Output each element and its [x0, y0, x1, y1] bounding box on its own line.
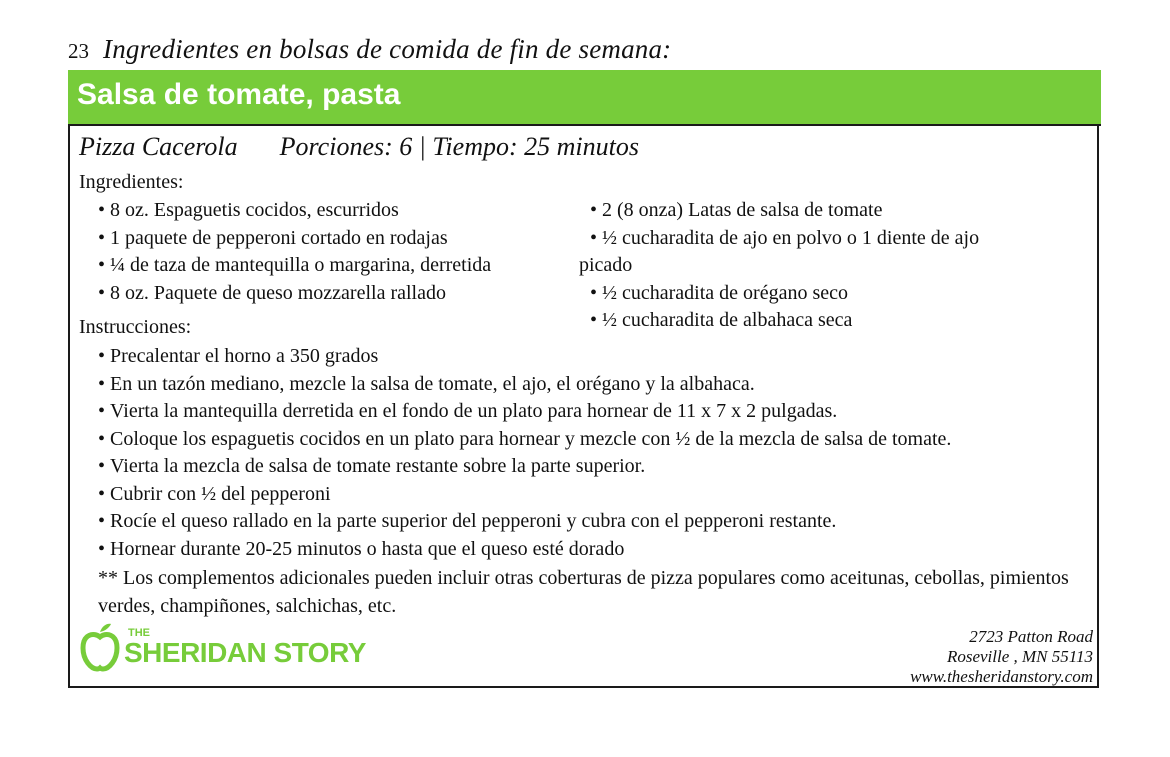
list-item: • Coloque los espaguetis cocidos en un plato para hornear y mezcle con ½ de la mezcla de salsa de tomate.: [98, 426, 951, 454]
page-heading: Ingredientes en bolsas de comida de fin de semana:: [103, 34, 672, 64]
list-item: • 2 (8 onza) Latas de salsa de tomate: [590, 197, 979, 225]
list-item: • 8 oz. Paquete de queso mozzarella rallado: [98, 280, 491, 308]
apple-icon: [80, 622, 120, 672]
list-item-continuation: picado: [579, 254, 633, 276]
list-item: • En un tazón mediano, mezcle la salsa de tomate, el ajo, el orégano y la albahaca.: [98, 371, 951, 399]
list-item: • 8 oz. Espaguetis cocidos, escurridos: [98, 197, 491, 225]
recipe-meta: Porciones: 6 | Tiempo: 25 minutos: [279, 132, 639, 161]
recipe-name: Pizza Cacerola: [79, 132, 238, 161]
ingredients-left-list: [98, 197, 491, 307]
list-item: • ½ cucharadita de albahaca seca: [590, 307, 979, 335]
list-item: • Rocíe el queso rallado en la parte superior del pepperoni y cubra con el pepperoni restante.: [98, 508, 951, 536]
website-link[interactable]: www.thesheridanstory.com: [910, 667, 1093, 686]
list-item: • Vierta la mezcla de salsa de tomate restante sobre la parte superior.: [98, 453, 951, 481]
list-item: • ¼ de taza de mantequilla o margarina, derretida: [98, 252, 491, 280]
additional-note: ** Los complementos adicionales pueden incluir otras coberturas de pizza populares como aceitunas, cebollas, pimientos verdes, champiñones, salchichas, etc.: [98, 567, 1069, 617]
list-item: • Vierta la mantequilla derretida en el fondo de un plato para hornear de 11 x 7 x 2 pulgadas.: [98, 398, 951, 426]
list-item: • Cubrir con ½ del pepperoni: [98, 481, 951, 509]
address-city: Roseville , MN 55113: [946, 647, 1093, 666]
logo-small-text: THE: [128, 626, 150, 639]
address-street: 2723 Patton Road: [969, 627, 1093, 646]
page-header: [68, 34, 671, 70]
list-item: • ½ cucharadita de ajo en polvo o 1 diente de ajo: [590, 225, 979, 253]
instructions-label: Instrucciones:: [79, 316, 192, 338]
instructions-list: [98, 343, 951, 563]
logo-name-text: SHERIDAN STORY: [124, 636, 366, 668]
ingredients-label: Ingredientes:: [79, 171, 184, 193]
ingredients-right-list: [579, 197, 980, 335]
list-item: • Hornear durante 20-25 minutos o hasta que el queso esté dorado: [98, 536, 951, 564]
section-banner: [68, 70, 1101, 126]
page-number: 23: [68, 39, 89, 63]
recipe-card: [68, 124, 1099, 688]
recipe-title-line: [79, 132, 639, 162]
logo-text: [124, 628, 366, 667]
banner-title: Salsa de tomate, pasta: [77, 78, 401, 111]
address-block: [910, 627, 1093, 687]
list-item: • Precalentar el horno a 350 grados: [98, 343, 951, 371]
sheridan-story-logo: [80, 622, 366, 672]
list-item: • 1 paquete de pepperoni cortado en rodajas: [98, 225, 491, 253]
list-item: • ½ cucharadita de orégano seco: [590, 280, 979, 308]
